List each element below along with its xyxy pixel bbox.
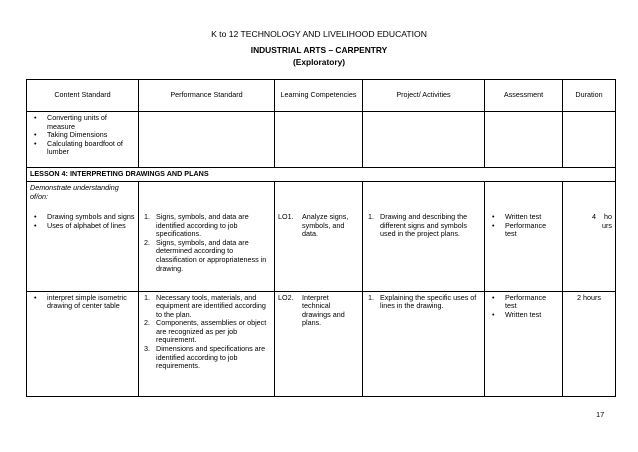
duration-text: 4 ho bbox=[592, 212, 612, 221]
project-activities-cell bbox=[363, 291, 485, 396]
col-header-assessment: Assessment bbox=[485, 80, 563, 112]
learning-competency-cell bbox=[275, 208, 363, 291]
list-item: • Calculating boardfoot of lumber bbox=[47, 140, 135, 157]
duration-cell bbox=[563, 208, 616, 291]
list-item: • Drawing symbols and signs bbox=[47, 213, 135, 222]
list-item: • Taking Dimensions bbox=[47, 131, 135, 140]
course-type: (Exploratory) bbox=[292, 57, 346, 67]
lo-text: Interpret technical drawings and plans. bbox=[302, 292, 345, 328]
page-number: 17 bbox=[596, 410, 605, 419]
assessment-cell bbox=[485, 208, 563, 291]
demonstrate-label: Demonstrate understanding of/on: bbox=[27, 182, 139, 209]
list-item: • Performance test bbox=[505, 294, 559, 311]
list-item: 1. Drawing and describing the different signs and symbols used in the project plans. bbox=[368, 212, 468, 239]
list-item: • Written test bbox=[505, 213, 559, 222]
list-item: 1. Necessary tools, materials, and equipment are identified according to the plan. bbox=[144, 292, 266, 319]
lo-code: LO1. bbox=[278, 212, 294, 221]
list-item: 1. Explaining the specific uses of lines in the drawing. bbox=[368, 292, 477, 311]
col-header-performance-standard: Performance Standard bbox=[139, 80, 275, 112]
table-row bbox=[27, 291, 616, 396]
lo-code: LO2. bbox=[278, 292, 294, 302]
content-standard-cell bbox=[27, 291, 139, 396]
subject-title: INDUSTRIAL ARTS – CARPENTRY bbox=[250, 45, 388, 55]
curriculum-table bbox=[26, 79, 616, 397]
list-item: • interpret simple isometric drawing of center table bbox=[47, 294, 135, 311]
col-header-learning-competencies: Learning Competencies bbox=[275, 80, 363, 112]
list-item: 2. Signs, symbols, and data are determined according to classification or appropriateness in drawing. bbox=[144, 237, 267, 273]
list-item: 2. Components, assemblies or object are recognized as per job requirement. bbox=[144, 318, 267, 345]
col-header-content-standard: Content Standard bbox=[27, 80, 139, 112]
list-item: • Converting units of measure bbox=[47, 114, 135, 131]
lo-text: Analyze signs, symbols, and data. bbox=[302, 212, 349, 239]
duration-text-wrap: urs bbox=[602, 220, 612, 230]
col-header-duration: Duration bbox=[563, 80, 616, 112]
list-item: • Written test bbox=[505, 311, 559, 320]
project-activities-cell bbox=[363, 208, 485, 291]
performance-standard-cell bbox=[139, 291, 275, 396]
assessment-cell bbox=[485, 291, 563, 396]
document-title: K to 12 TECHNOLOGY AND LIVELIHOOD EDUCATION bbox=[211, 29, 427, 39]
content-standard-cell bbox=[27, 112, 139, 168]
duration-cell: 2 hours bbox=[563, 291, 616, 396]
list-item: • Performance test bbox=[505, 222, 559, 239]
content-standard-cell bbox=[27, 208, 139, 291]
learning-competency-cell bbox=[275, 291, 363, 396]
table-row bbox=[27, 112, 616, 168]
performance-standard-cell bbox=[139, 208, 275, 291]
list-item: 1. Signs, symbols, and data are identified according to job specifications. bbox=[144, 212, 249, 239]
lesson-row bbox=[27, 168, 616, 182]
list-item: 3. Dimensions and specifications are identified according to job requirements. bbox=[144, 344, 266, 371]
list-item: • Uses of alphabet of lines bbox=[47, 222, 135, 231]
table-row bbox=[27, 208, 616, 291]
lesson-title: LESSON 4: INTERPRETING DRAWINGS AND PLANS bbox=[27, 168, 616, 182]
table-row bbox=[27, 182, 616, 209]
col-header-project-activities: Project/ Activities bbox=[363, 80, 485, 112]
table-header-row bbox=[27, 80, 616, 112]
